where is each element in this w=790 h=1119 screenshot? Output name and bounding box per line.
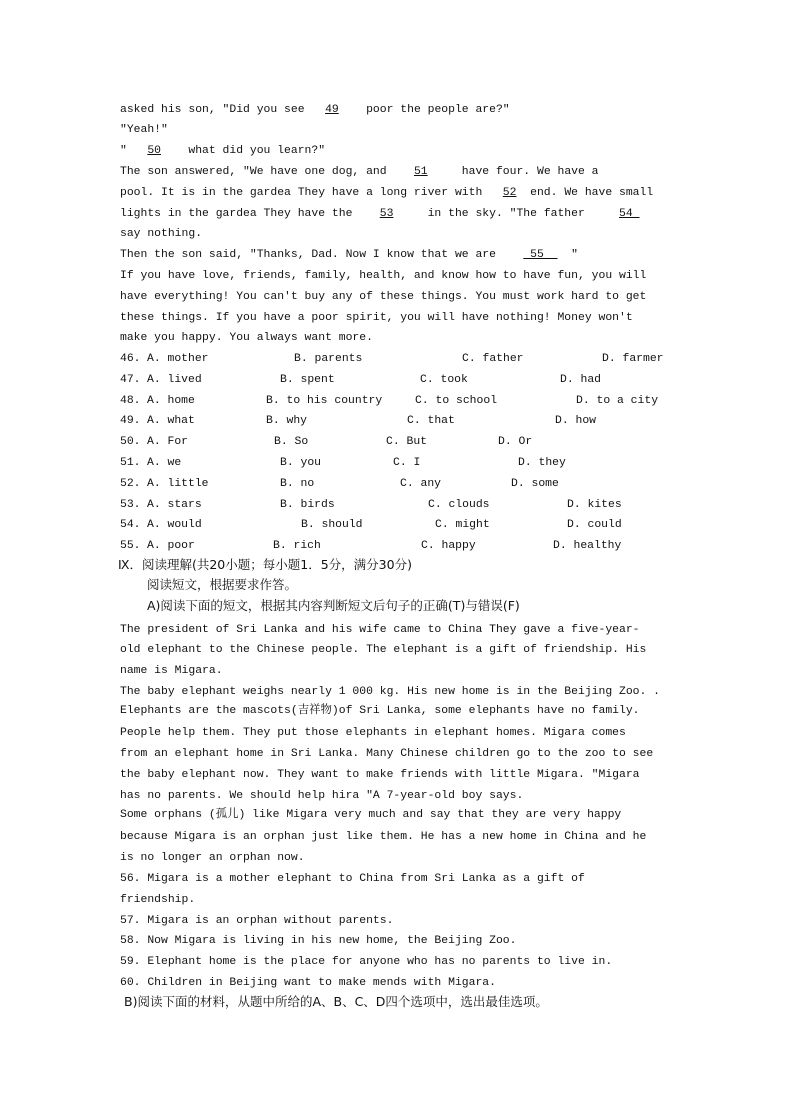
option-c: C. happy bbox=[421, 540, 476, 553]
reading-line: old elephant to the Chinese people. The elephant is a gift of friendship. His bbox=[120, 644, 647, 656]
blank-number: 49 bbox=[325, 104, 339, 116]
option-d: D. Or bbox=[498, 436, 533, 449]
option-a: A. we bbox=[147, 457, 182, 469]
option-c: C. took bbox=[420, 373, 468, 386]
option-d: D. how bbox=[555, 415, 597, 428]
part-a-instruction: A)阅读下面的短文，根据其内容判断短文后句子的正确(T)与错误(F) bbox=[147, 598, 520, 613]
passage-line bbox=[120, 102, 510, 118]
passage-line bbox=[120, 185, 653, 201]
line-text: have everything! You can't buy any of these things. You must work hard to get bbox=[120, 291, 647, 303]
line-text: say nothing. bbox=[120, 228, 203, 240]
option-c: C. any bbox=[400, 477, 442, 490]
line-text: what did you learn?″ bbox=[161, 145, 326, 157]
option-d: D. to a city bbox=[576, 394, 659, 407]
option-b: B. you bbox=[280, 457, 322, 469]
part-b-instruction: B)阅读下面的材料，从题中所给的A、B、C、D四个选项中，选出最佳选项。 bbox=[124, 994, 548, 1009]
option-a: A. would bbox=[147, 519, 202, 532]
question-number: 49. bbox=[120, 415, 141, 428]
reading-line: The president of Sri Lanka and his wife came to China They gave a five-year- bbox=[120, 624, 640, 636]
option-b: B. So bbox=[274, 436, 309, 449]
option-b: B. should bbox=[301, 519, 363, 532]
question-number: 53. bbox=[120, 498, 141, 511]
option-d: D. could bbox=[567, 519, 622, 532]
option-d: D. healthy bbox=[553, 540, 622, 553]
blank-number: 54 bbox=[619, 208, 640, 220]
blank-number: 52 bbox=[502, 187, 517, 199]
passage-line bbox=[120, 310, 633, 326]
line-text: ″ bbox=[120, 145, 148, 157]
option-b: B. birds bbox=[280, 498, 335, 511]
reading-line: is no longer an orphan now. bbox=[120, 852, 305, 864]
option-d: D. they bbox=[518, 457, 566, 469]
line-text: in the sky. ″The father bbox=[393, 208, 619, 220]
line-text: Then the son said, ″Thanks, Dad. Now I know that we are bbox=[120, 249, 524, 261]
question-number: 46. bbox=[120, 353, 141, 365]
reading-line: People help them. They put those elephants in elephant homes. Migara comes bbox=[120, 727, 626, 739]
passage-line bbox=[120, 268, 646, 284]
line-text: asked his son, ″Did you see bbox=[120, 104, 326, 116]
option-b: B. why bbox=[266, 415, 308, 428]
line-text: If you have love, friends, family, health, and know how to have fun, you will bbox=[120, 270, 647, 282]
option-a: A. For bbox=[147, 436, 189, 449]
line-text: ″ bbox=[557, 249, 578, 261]
reading-line: because Migara is an orphan just like them. He has a new home in China and he bbox=[120, 831, 647, 843]
statement-line: 57. Migara is an orphan without parents. bbox=[120, 915, 394, 927]
line-text: pool. It is in the gardea They have a long river with bbox=[120, 187, 503, 199]
reading-line: name is Migara. bbox=[120, 665, 223, 677]
option-c: C. to school bbox=[415, 394, 498, 407]
reading-line: has no parents. We should help hira ″A 7-year-old boy says. bbox=[120, 790, 524, 802]
blank-number: 51 bbox=[413, 166, 428, 178]
question-number: 54. bbox=[120, 519, 141, 532]
passage-line bbox=[120, 289, 646, 305]
option-b: B. rich bbox=[273, 540, 321, 553]
question-number: 50. bbox=[120, 436, 141, 449]
line-text: lights in the gardea They have the bbox=[120, 208, 380, 220]
option-d: D. some bbox=[511, 477, 559, 490]
reading-line: The baby elephant weighs nearly 1 000 kg. His new home is in the Beijing Zoo. . bbox=[120, 686, 661, 698]
blank-number: 53 bbox=[379, 208, 394, 220]
option-b: B. no bbox=[280, 477, 315, 490]
passage-line bbox=[120, 330, 373, 346]
line-text: end. We have small bbox=[516, 187, 654, 199]
statement-line: 59. Elephant home is the place for anyone who has no parents to live in. bbox=[120, 956, 613, 968]
option-a: A. lived bbox=[147, 373, 202, 386]
option-a: A. what bbox=[147, 415, 195, 428]
passage-line bbox=[120, 122, 168, 138]
option-d: D. farmer bbox=[602, 353, 664, 365]
passage-line bbox=[120, 247, 578, 263]
section-heading: Ⅸ．阅读理解(共20小题；每小题1．5分，满分30分) bbox=[118, 557, 412, 572]
option-c: C. I bbox=[393, 457, 421, 469]
question-number: 55. bbox=[120, 540, 141, 553]
passage-line bbox=[120, 164, 599, 180]
option-a: A. little bbox=[147, 477, 209, 490]
reading-line: the baby elephant now. They want to make friends with little Migara. ″Migara bbox=[120, 769, 640, 781]
question-number: 47. bbox=[120, 373, 141, 386]
statement-line: 56. Migara is a mother elephant to China from Sri Lanka as a gift of bbox=[120, 873, 585, 885]
blank-number: 55 bbox=[523, 249, 558, 261]
option-b: B. spent bbox=[280, 373, 335, 386]
option-d: D. had bbox=[560, 373, 602, 386]
option-c: C. might bbox=[435, 519, 490, 532]
option-c: C. clouds bbox=[428, 498, 490, 511]
blank-number: 50 bbox=[147, 145, 162, 157]
option-a: A. mother bbox=[147, 353, 209, 365]
option-a: A. home bbox=[147, 394, 195, 407]
statement-line: 60. Children in Beijing want to make mends with Migara. bbox=[120, 977, 496, 989]
option-c: C. father bbox=[462, 353, 524, 365]
passage-line bbox=[120, 143, 325, 159]
passage-line bbox=[120, 206, 640, 222]
question-number: 52. bbox=[120, 477, 141, 490]
option-b: B. parents bbox=[294, 353, 363, 365]
option-a: A. stars bbox=[147, 498, 202, 511]
line-text: these things. If you have a poor spirit, you will have nothing! Money won't bbox=[120, 312, 633, 324]
reading-line: Some orphans (孤儿) like Migara very much and say that they are very happy bbox=[120, 809, 622, 821]
passage-line bbox=[120, 226, 202, 242]
line-text: make you happy. You always want more. bbox=[120, 332, 373, 344]
line-text: ″Yeah!″ bbox=[120, 124, 168, 136]
section-instruction: 阅读短文，根据要求作答。 bbox=[147, 577, 298, 592]
line-text: have four. We have a bbox=[427, 166, 599, 178]
option-a: A. poor bbox=[147, 540, 195, 553]
option-b: B. to his country bbox=[266, 394, 383, 407]
option-c: C. But bbox=[386, 436, 428, 449]
reading-line: Elephants are the mascots(吉祥物)of Sri Lanka, some elephants have no family. bbox=[120, 705, 640, 717]
option-d: D. kites bbox=[567, 498, 622, 511]
statement-line: friendship. bbox=[120, 894, 196, 906]
line-text: poor the people are?″ bbox=[338, 104, 510, 116]
question-number: 48. bbox=[120, 394, 141, 407]
statement-line: 58. Now Migara is living in his new home, the Beijing Zoo. bbox=[120, 935, 517, 947]
question-number: 51. bbox=[120, 457, 141, 469]
option-c: C. that bbox=[407, 415, 455, 428]
line-text: The son answered, ″We have one dog, and bbox=[120, 166, 414, 178]
reading-line: from an elephant home in Sri Lanka. Many Chinese children go to the zoo to see bbox=[120, 748, 654, 760]
